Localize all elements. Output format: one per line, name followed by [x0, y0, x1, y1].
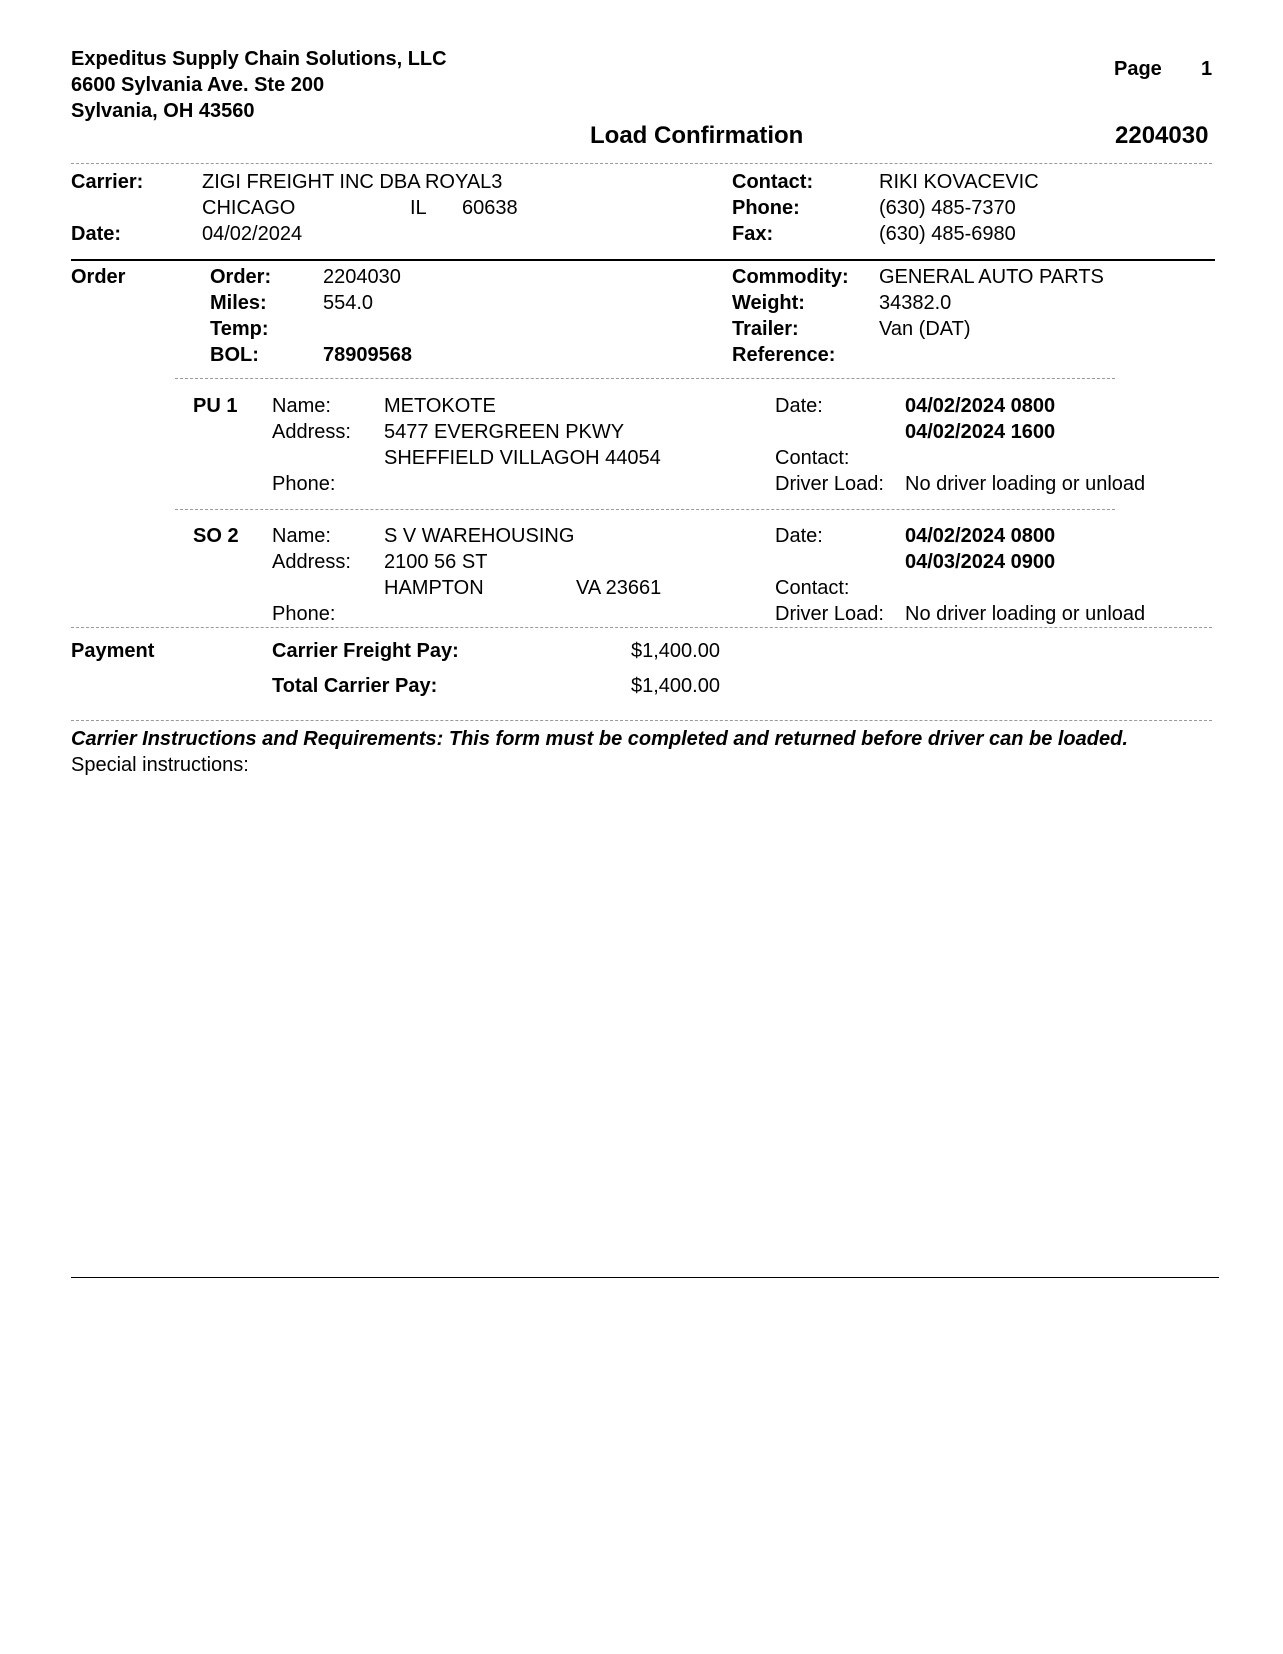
date-label: Date:	[71, 223, 122, 245]
order-miles: 554.0	[323, 292, 374, 314]
stop-city: HAMPTON	[384, 577, 484, 599]
stop-date-end: 04/02/2024 1600	[905, 421, 1056, 443]
carrier-phone: (630) 485-7370	[879, 197, 1016, 219]
trailer-label: Trailer:	[732, 318, 799, 340]
freight-pay-label: Carrier Freight Pay:	[272, 640, 459, 662]
total-pay-label: Total Carrier Pay:	[272, 675, 438, 697]
document-number: 2204030	[1115, 122, 1209, 149]
stop-address-line1: 5477 EVERGREEN PKWY	[384, 421, 625, 443]
stop-address-line1: 2100 56 ST	[384, 551, 488, 573]
stop-driver-load: No driver loading or unload	[905, 473, 1146, 495]
divider	[71, 163, 1212, 164]
order-weight: 34382.0	[879, 292, 952, 314]
stop-state-zip: VA 23661	[576, 577, 662, 599]
stop-driver-load-label: Driver Load:	[775, 473, 884, 495]
contact-label: Contact:	[732, 171, 814, 193]
miles-label: Miles:	[210, 292, 267, 314]
temp-label: Temp:	[210, 318, 269, 340]
page-label: Page	[1114, 58, 1162, 80]
carrier-city: CHICAGO	[202, 197, 296, 219]
freight-pay-amount: $1,400.00	[631, 640, 720, 662]
commodity-label: Commodity:	[732, 266, 849, 288]
order-label: Order:	[210, 266, 272, 288]
carrier-state: IL	[410, 197, 427, 219]
weight-label: Weight:	[732, 292, 805, 314]
instructions-heading: Carrier Instructions and Requirements: This form must be completed and returned before driver can be loaded.	[71, 728, 1128, 750]
order-bol: 78909568	[323, 344, 412, 366]
divider	[71, 627, 1212, 628]
stop-name-label: Name:	[272, 525, 331, 547]
stop-date-start: 04/02/2024 0800	[905, 525, 1056, 547]
stop-date-end: 04/03/2024 0900	[905, 551, 1056, 573]
section-rule	[71, 259, 1215, 261]
bol-label: BOL:	[210, 344, 259, 366]
document-title: Load Confirmation	[590, 122, 804, 149]
stop-phone-label: Phone:	[272, 473, 336, 495]
stop-contact-label: Contact:	[775, 447, 850, 469]
carrier-label: Carrier:	[71, 171, 144, 193]
phone-label: Phone:	[732, 197, 800, 219]
order-section-label: Order	[71, 266, 126, 288]
company-name: Expeditus Supply Chain Solutions, LLC	[71, 48, 447, 70]
stop-address-label: Address:	[272, 421, 351, 443]
carrier-name: ZIGI FREIGHT INC DBA ROYAL3	[202, 171, 503, 193]
special-instructions-label: Special instructions:	[71, 754, 249, 776]
stop-date-label: Date:	[775, 525, 823, 547]
stop-driver-load: No driver loading or unload	[905, 603, 1146, 625]
stop-address-line2: SHEFFIELD VILLAGOH 44054	[384, 447, 661, 469]
company-address-line1: 6600 Sylvania Ave. Ste 200	[71, 74, 325, 96]
signature-line	[71, 1277, 1219, 1278]
divider	[71, 720, 1212, 721]
stop-name-label: Name:	[272, 395, 331, 417]
stop-name: METOKOTE	[384, 395, 496, 417]
divider	[175, 509, 1115, 510]
stop-address-label: Address:	[272, 551, 351, 573]
divider	[175, 378, 1115, 379]
fax-label: Fax:	[732, 223, 774, 245]
stop-driver-load-label: Driver Load:	[775, 603, 884, 625]
carrier-date: 04/02/2024	[202, 223, 303, 245]
total-pay-amount: $1,400.00	[631, 675, 720, 697]
stop-code: PU 1	[193, 395, 238, 417]
company-address-line2: Sylvania, OH 43560	[71, 100, 255, 122]
payment-section-label: Payment	[71, 640, 155, 662]
carrier-contact: RIKI KOVACEVIC	[879, 171, 1039, 193]
stop-phone-label: Phone:	[272, 603, 336, 625]
page-number: 1	[1201, 58, 1213, 80]
stop-contact-label: Contact:	[775, 577, 850, 599]
order-number: 2204030	[323, 266, 401, 288]
order-commodity: GENERAL AUTO PARTS	[879, 266, 1104, 288]
reference-label: Reference:	[732, 344, 836, 366]
stop-code: SO 2	[193, 525, 239, 547]
stop-date-label: Date:	[775, 395, 823, 417]
stop-date-start: 04/02/2024 0800	[905, 395, 1056, 417]
carrier-zip: 60638	[462, 197, 518, 219]
order-trailer: Van (DAT)	[879, 318, 971, 340]
stop-name: S V WAREHOUSING	[384, 525, 575, 547]
carrier-fax: (630) 485-6980	[879, 223, 1016, 245]
